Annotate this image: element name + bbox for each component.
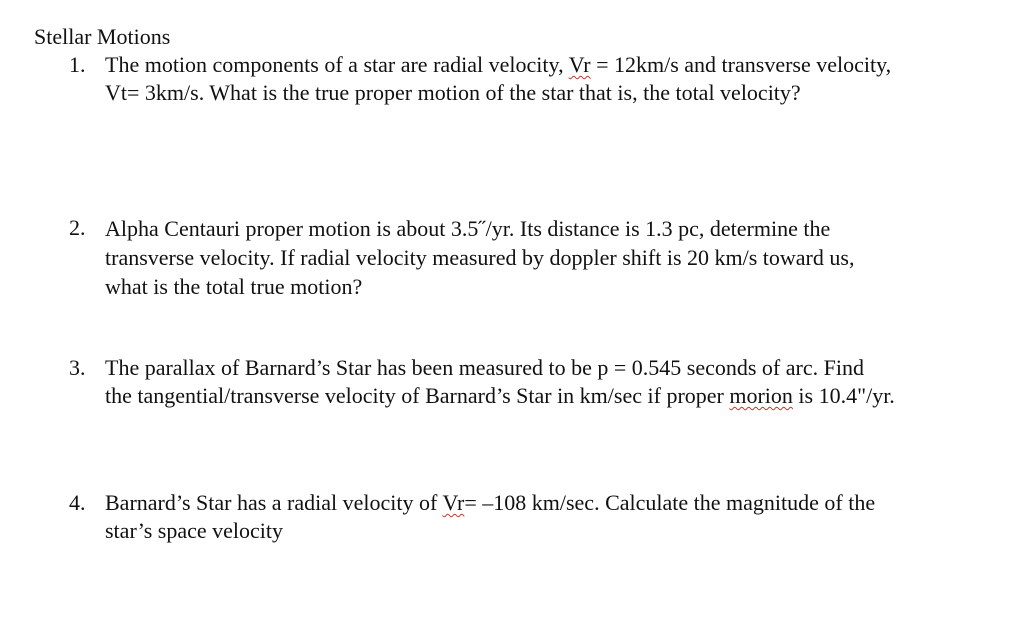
- question-number: 2.: [69, 215, 86, 240]
- question-text: transverse velocity. If radial velocity measured by doppler shift is 20 km/s toward us,: [105, 245, 855, 270]
- question-line: [105, 272, 999, 301]
- spellcheck-flagged-word[interactable]: Vr: [568, 52, 591, 77]
- question-line: [105, 517, 999, 545]
- spellcheck-flagged-word[interactable]: Vr: [442, 490, 465, 515]
- question-4: [69, 489, 999, 545]
- question-line: [105, 214, 999, 243]
- question-line: [105, 79, 999, 107]
- question-text: The parallax of Barnard’s Star has been measured to be p = 0.545 seconds of arc. Find: [105, 355, 864, 380]
- question-2: [69, 214, 999, 301]
- question-text: star’s space velocity: [105, 518, 283, 543]
- question-line: [105, 51, 999, 79]
- question-3: [69, 354, 999, 410]
- question-text: Vt= 3km/s. What is the true proper motion of the star that is, the total velocity?: [105, 80, 801, 105]
- document-title: Stellar Motions: [34, 24, 171, 49]
- question-line: [105, 354, 999, 382]
- spellcheck-flagged-word[interactable]: morion: [729, 383, 793, 408]
- question-1: [69, 51, 999, 107]
- question-text: Barnard’s Star has a radial velocity of: [105, 490, 443, 515]
- question-line: [105, 243, 999, 272]
- question-text: The motion components of a star are radial velocity,: [105, 52, 569, 77]
- question-text: Alpha Centauri proper motion is about 3.5˝/yr. Its distance is 1.3 pc, determine the: [105, 216, 831, 241]
- question-line: [105, 382, 999, 410]
- question-text: what is the total true motion?: [105, 274, 363, 299]
- question-text: is 10.4"/yr.: [792, 383, 895, 408]
- question-number: 3.: [69, 355, 86, 380]
- question-text: = –108 km/sec. Calculate the magnitude of the: [464, 490, 876, 515]
- question-text: the tangential/transverse velocity of Barnard’s Star in km/sec if proper: [105, 383, 730, 408]
- question-number: 4.: [69, 490, 86, 515]
- question-text: = 12km/s and transverse velocity,: [590, 52, 892, 77]
- question-number: 1.: [69, 52, 86, 77]
- question-line: [105, 489, 999, 517]
